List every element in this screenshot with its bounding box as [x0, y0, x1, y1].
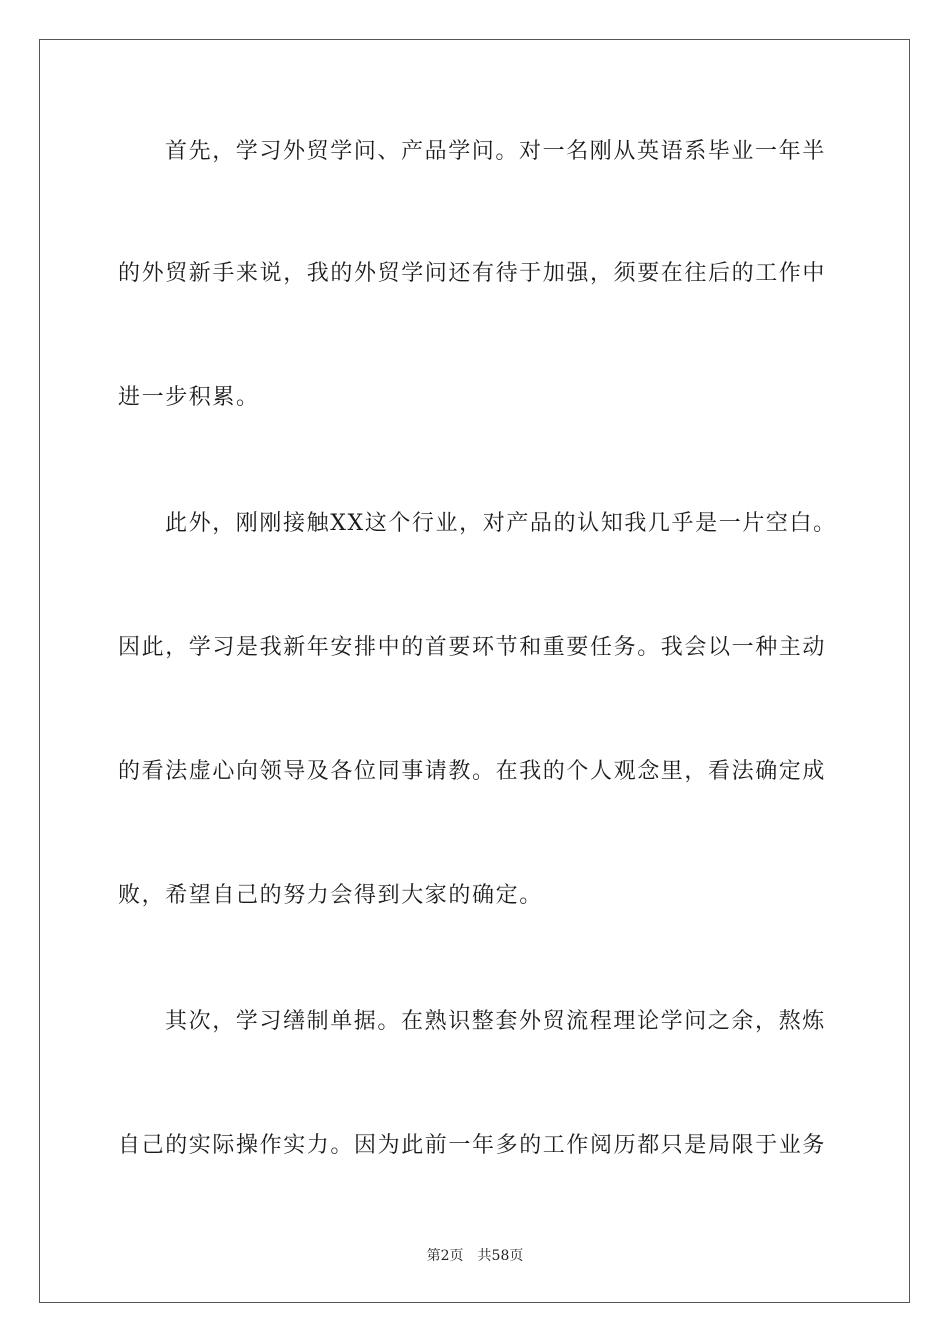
total-pages: 共58页 [477, 1248, 524, 1264]
paragraph-line: 的外贸新手来说，我的外贸学问还有待于加强，须要在往后的工作中 [118, 261, 827, 286]
paragraph-line: 首先，学习外贸学问、产品学问。对一名刚从英语系毕业一年半 [165, 139, 826, 164]
paragraph-line: 其次，学习缮制单据。在熟识整套外贸流程理论学问之余，熬炼 [165, 1009, 826, 1034]
paragraph-line: 进一步积累。 [118, 385, 260, 410]
page-number: 第2页 [426, 1248, 464, 1264]
page-border [39, 39, 910, 1303]
paragraph-line: 此外，刚刚接触XX这个行业，对产品的认知我几乎是一片空白。 [165, 511, 837, 536]
paragraph-line: 的看法虚心向领导及各位同事请教。在我的个人观念里，看法确定成 [118, 759, 827, 784]
page-footer [0, 1247, 950, 1265]
paragraph-line: 自己的实际操作实力。因为此前一年多的工作阅历都只是局限于业务 [118, 1133, 827, 1158]
paragraph-line: 因此，学习是我新年安排中的首要环节和重要任务。我会以一种主动 [118, 635, 827, 660]
paragraph-line: 败，希望自己的努力会得到大家的确定。 [118, 883, 543, 908]
